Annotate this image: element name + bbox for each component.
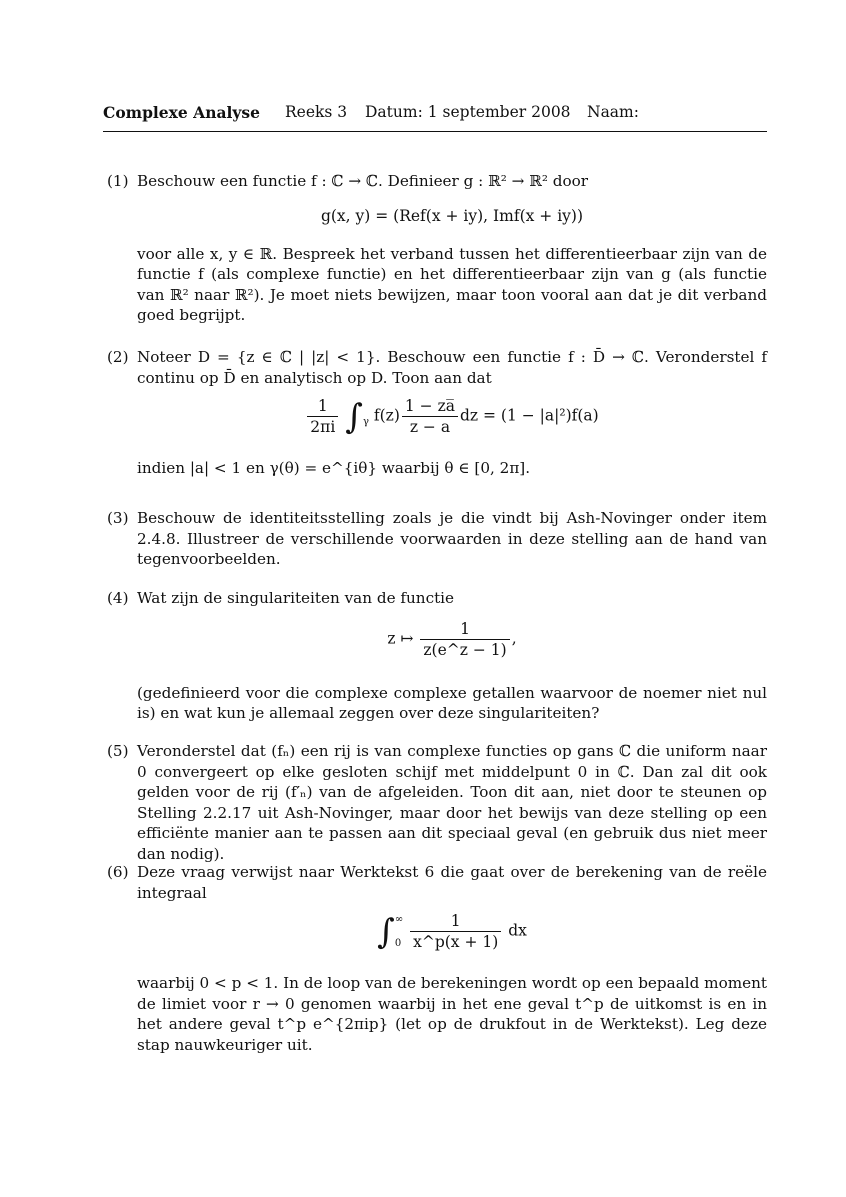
fraction-denominator: z(e^z − 1) xyxy=(423,640,507,659)
question-intro: Wat zijn de singulariteiten van de functie xyxy=(137,589,455,607)
series-label: Reeks 3 xyxy=(285,103,348,121)
fraction-numerator: 1 − za̅ xyxy=(402,396,458,417)
course-title: Complexe Analyse xyxy=(103,103,260,122)
maps-to: z ↦ xyxy=(387,629,414,647)
integral-lower-limit: 0 xyxy=(394,937,402,949)
exam-header xyxy=(103,103,767,125)
function-equation xyxy=(137,619,767,671)
fraction-numerator: 1 xyxy=(410,911,501,932)
real-integral xyxy=(137,911,767,963)
question-intro: Noteer D = {z ∈ ℂ | |z| < 1}. Beschouw een functie f : D̄ → ℂ. Veronderstel f continu op D̄ en analytisch op D. Toon aan dat xyxy=(137,348,767,387)
fraction-1-over-2pi-i xyxy=(307,396,338,437)
question-number: (2) xyxy=(107,348,129,366)
question-text: voor alle x, y ∈ ℝ. Bespreek het verband tussen het differentieerbaar zijn van de functie f (als complexe functie) en het differentieerbaar zijn van g (als functie van ℝ² naar ℝ²). Je moet niets bewijzen, maar toon vooral aan dat je dit verband goed begrijpt. xyxy=(137,244,767,324)
equation: g(x, y) = (Ref(x + iy), Imf(x + iy)) xyxy=(320,206,584,225)
equation-tail: , xyxy=(511,629,517,647)
integral-subscript: γ xyxy=(362,416,369,428)
fraction-denominator: 2πi xyxy=(310,418,336,436)
date-label: Datum: 1 september 2008 xyxy=(365,103,571,121)
fraction-numerator: 1 xyxy=(420,619,509,640)
integral-sign: ∫ xyxy=(345,396,363,437)
name-label: Naam: xyxy=(587,103,639,121)
differential: dx xyxy=(508,921,527,940)
question-intro: Deze vraag verwijst naar Werktekst 6 die gaat over de berekening van de reële integraal xyxy=(137,863,767,902)
question-intro: Beschouw een functie f : ℂ → ℂ. Definieer g : ℝ² → ℝ² door xyxy=(137,172,589,190)
question-number: (6) xyxy=(107,863,129,881)
integral-upper-limit: ∞ xyxy=(394,913,404,925)
header-rule xyxy=(103,131,767,132)
question-number: (5) xyxy=(107,742,129,760)
question-number: (1) xyxy=(107,172,129,190)
question-text: waarbij 0 < p < 1. In de loop van de berekeningen wordt op een bepaald moment de limiet voor r → 0 genomen waarbij in het ene geval t^p de uitkomst is en in het andere geval t^p e^{2πip} (let op de drukfout in de Werktekst). Leg deze stap nauwkeuriger uit. xyxy=(137,974,767,1054)
fraction-numerator: 1 xyxy=(307,396,338,417)
equation-rhs: dz = (1 − |a|²)f(a) xyxy=(460,406,599,425)
question-number: (3) xyxy=(107,509,129,527)
question-number: (4) xyxy=(107,589,129,607)
fraction-denominator: x^p(x + 1) xyxy=(413,933,499,951)
integral-limits xyxy=(395,913,403,951)
integrand-fraction xyxy=(402,396,458,437)
integrand-fraction xyxy=(410,911,501,952)
integral-equation xyxy=(137,396,767,448)
integral-sign: ∫ xyxy=(377,911,395,952)
question-text: indien |a| < 1 en γ(θ) = e^{iθ} waarbij θ ∈ [0, 2π]. xyxy=(137,459,531,477)
question-text: Veronderstel dat (fₙ) een rij is van complexe functies op gans ℂ die uniform naar 0 convergeert op elke gesloten schijf met middelpunt 0 in ℂ. Dan zal dit ook gelden voor de rij (f′ₙ) van de afgeleiden. Toon dit aan, niet door te steunen op Stelling 2.2.17 uit Ash-Novinger, maar door het bewijs van deze stelling op een efficiënte manier aan te passen aan dit speciaal geval (en gebruik dus niet meer dan nodig). xyxy=(137,742,767,863)
fraction-denominator: z − a xyxy=(409,418,451,436)
question-text: Beschouw de identiteitsstelling zoals je die vindt bij Ash-Novinger onder item 2.4.8. Illustreer de verschillende voorwaarden in deze stelling aan de hand van tegenvoorbeelden. xyxy=(137,509,767,568)
function-fraction xyxy=(420,619,509,660)
integrand-f: f(z) xyxy=(373,406,400,425)
question-text: (gedefinieerd voor die complexe complexe getallen waarvoor de noemer niet nul is) en wat kun je allemaal zeggen over deze singulariteiten? xyxy=(137,683,767,722)
